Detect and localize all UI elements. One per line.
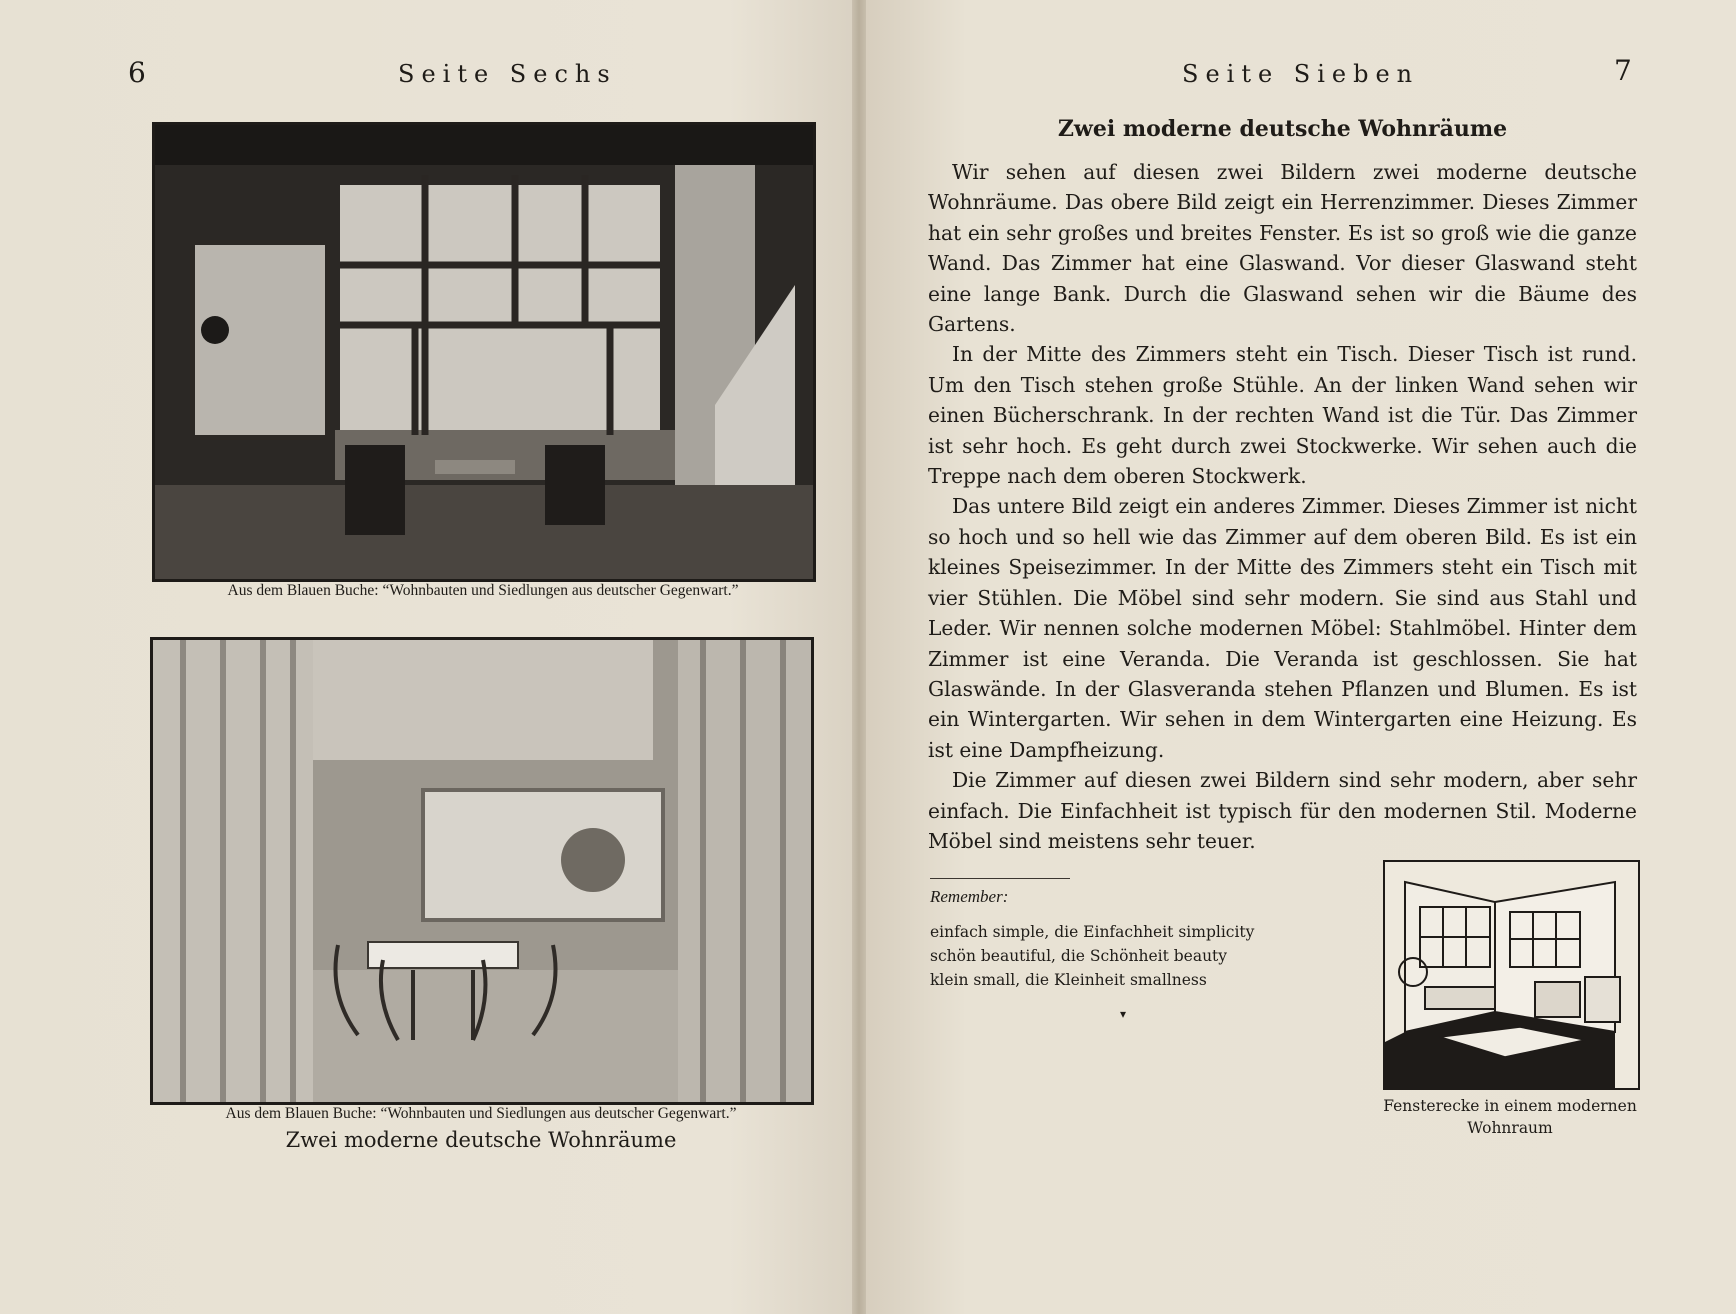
vocabulary-list [930, 920, 1254, 992]
vocabulary-item: einfach simple, die Einfachheit simplicity [930, 923, 1255, 941]
remember-label: Remember: [930, 887, 1009, 906]
left-page-title: Zwei moderne deutsche Wohnräume [285, 1128, 677, 1152]
paragraph: Die Zimmer auf diesen zwei Bildern sind sehr modern, aber sehr einfach. Die Einfachheit ist typisch für den modernen Stil. Moderne Möbel sind meistens sehr teuer. [928, 768, 1637, 853]
page-number-right: 7 [1614, 54, 1632, 87]
vocabulary-item: klein small, die Kleinheit smallness [930, 971, 1207, 989]
article-title: Zwei moderne deutsche Wohnräume [1057, 116, 1508, 142]
top-photo-study-room [152, 122, 816, 582]
drawing-caption-line: Wohnraum [1467, 1119, 1553, 1137]
book-gutter [852, 0, 866, 1314]
paragraph: In der Mitte des Zimmers steht ein Tisch. Dieser Tisch ist rund. Um den Tisch stehen große Stühle. An der linken Wand sehen wir einen Bücherschrank. In der rechten Wand ist die Tür. Das Zimmer ist sehr hoch. Es geht durch zwei Stockwerke. Wir sehen auch die Treppe nach dem oberen Stockwerk. [928, 342, 1637, 489]
running-head-right: Seite Sieben [1182, 60, 1420, 88]
paragraph: Das untere Bild zeigt ein anderes Zimmer. Dieses Zimmer ist nicht so hoch und so hell wie das Zimmer auf dem oberen Bild. Es ist ein kleines Speisezimmer. In der Mitte des Zimmers steht ein Tisch mit vier Stühlen. Die Möbel sind sehr modern. Sie sind aus Stahl und Leder. Wir nennen solche modernen Möbel: Stahlmöbel. Hinter dem Zimmer ist eine Veranda. Die Veranda ist geschlossen. Sie hat Glaswände. In der Glasveranda stehen Pflanzen und Blumen. Es ist ein Wintergarten. Wir sehen in dem Wintergarten eine Heizung. Es ist eine Dampfheizung. [928, 494, 1637, 762]
drawing-caption-line: Fensterecke in einem modernen [1383, 1097, 1637, 1115]
drawing-caption [1370, 1095, 1650, 1139]
divider [930, 878, 1070, 879]
article-body [928, 157, 1637, 856]
running-head-left: Seite Sechs [398, 60, 617, 88]
bottom-photo-dining-room [150, 637, 814, 1105]
paragraph: Wir sehen auf diesen zwei Bildern zwei moderne deutsche Wohnräume. Das obere Bild zeigt ein Herrenzimmer. Dieses Zimmer hat ein sehr großes und breites Fenster. Es ist so groß wie die ganze Wand. Das Zimmer hat eine Glaswand. Vor dieser Glaswand steht eine lange Bank. Durch die Glaswand sehen wir die Bäume des Gartens. [928, 160, 1637, 337]
vocabulary-item: schön beautiful, die Schönheit beauty [930, 947, 1228, 965]
page-number-left: 6 [128, 56, 146, 89]
window-corner-drawing [1383, 860, 1640, 1090]
bottom-photo-caption: Aus dem Blauen Buche: “Wohnbauten und Siedlungen aus deutscher Gegenwart.” [225, 1105, 737, 1122]
top-photo-caption: Aus dem Blauen Buche: “Wohnbauten und Siedlungen aus deutscher Gegenwart.” [227, 582, 739, 599]
stray-mark: ▾ [1120, 1007, 1127, 1021]
